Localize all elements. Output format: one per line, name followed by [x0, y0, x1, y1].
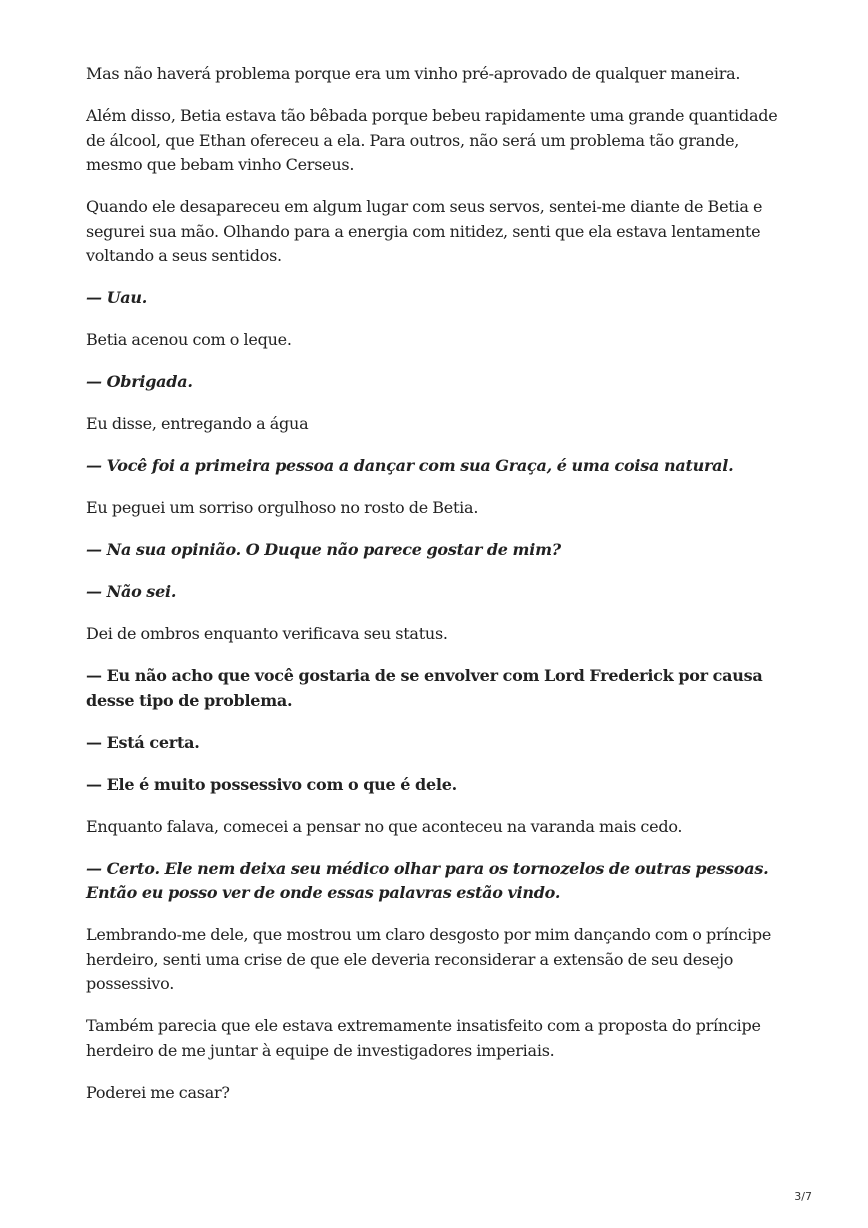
dialogue-line-3: — Você foi a primeira pessoa a dançar com sua Graça, é uma coisa natural. — [86, 456, 734, 475]
dialogue-line-8: — Ele é muito possessivo com o que é dele. — [86, 774, 457, 794]
document-body — [86, 62, 786, 1123]
dialogue-line-2: — Obrigada. — [86, 372, 193, 391]
dialogue-line-9: — Certo. Ele nem deixa seu médico olhar para os tornozelos de outras pessoas. Então eu posso ver de onde essas palavras estão vindo. — [86, 858, 769, 902]
paragraph-8: Enquanto falava, comecei a pensar no que aconteceu na varanda mais cedo. — [86, 816, 683, 836]
paragraph-4: Betia acenou com o leque. — [86, 330, 292, 349]
paragraph-10: Também parecia que ele estava extremamente insatisfeito com a proposta do príncipe herdeiro de me juntar à equipe de investigadores imperiais. — [86, 1016, 761, 1060]
dialogue-line-4: — Na sua opinião. O Duque não parece gostar de mim? — [86, 540, 561, 559]
paragraph-6: Eu peguei um sorriso orgulhoso no rosto de Betia. — [86, 498, 479, 517]
page-number: 3/7 — [794, 1190, 812, 1203]
dialogue-line-1: — Uau. — [86, 288, 148, 307]
paragraph-11: Poderei me casar? — [86, 1082, 230, 1102]
paragraph-5: Eu disse, entregando a água — [86, 414, 309, 433]
dialogue-line-7: — Está certa. — [86, 732, 200, 752]
paragraph-7: Dei de ombros enquanto verificava seu status. — [86, 624, 448, 643]
paragraph-1: Mas não haverá problema porque era um vinho pré-aprovado de qualquer maneira. — [86, 64, 741, 83]
paragraph-2: Além disso, Betia estava tão bêbada porque bebeu rapidamente uma grande quantidade de álcool, que Ethan ofereceu a ela. Para outros, não será um problema tão grande, mesmo que bebam vinho Cerseus. — [86, 106, 778, 174]
dialogue-line-6: — Eu não acho que você gostaria de se envolver com Lord Frederick por causa desse tipo de problema. — [86, 666, 763, 710]
paragraph-9: Lembrando-me dele, que mostrou um claro desgosto por mim dançando com o príncipe herdeiro, senti uma crise de que ele deveria reconsiderar a extensão de seu desejo possessivo. — [86, 925, 772, 993]
dialogue-line-5: — Não sei. — [86, 582, 177, 601]
paragraph-3: Quando ele desapareceu em algum lugar com seus servos, sentei-me diante de Betia e segurei sua mão. Olhando para a energia com nitidez, senti que ela estava lentamente voltando a seus sentidos. — [86, 197, 763, 265]
